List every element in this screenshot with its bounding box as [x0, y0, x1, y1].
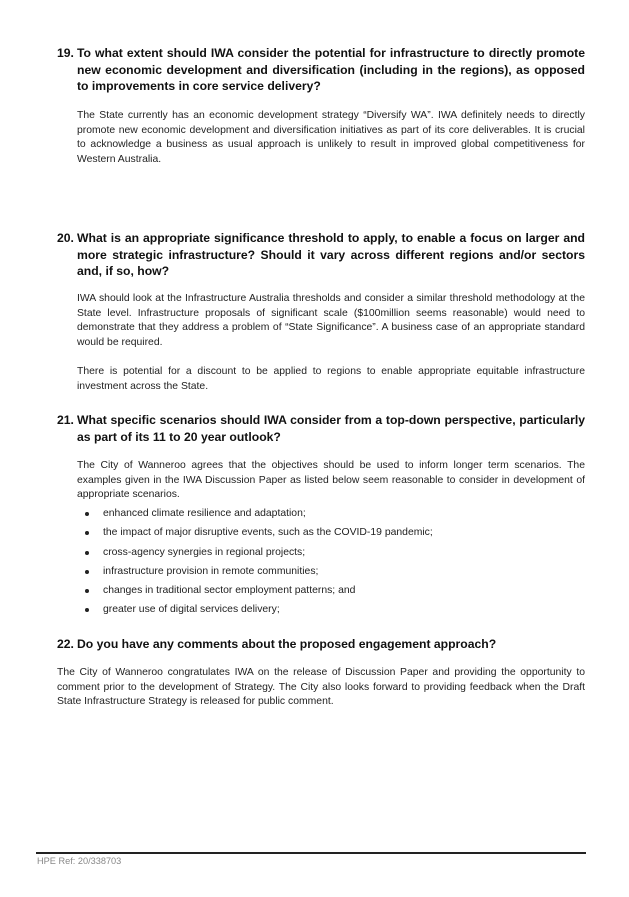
answer-19-paragraph: The State currently has an economic development strategy “Diversify WA”. IWA definitely needs to directly promote new economic development and diversification initiatives as part of its core deliverables. It is crucial to acknowledge a business as usual approach is unlikely to result in improved global competitiveness for Western Australia. — [77, 110, 585, 165]
question-text: To what extent should IWA consider the potential for infrastructure to directly promote new economic development and diversification (including in the regions), as opposed to improvements in core service delivery? — [77, 46, 585, 93]
question-number: 21. — [57, 413, 74, 427]
question-text: Do you have any comments about the proposed engagement approach? — [77, 637, 497, 651]
bullet-icon — [85, 512, 89, 516]
answer-20-paragraph-2: There is potential for a discount to be applied to regions to enable appropriate equitable infrastructure investment across the State. — [77, 366, 585, 392]
question-number: 20. — [57, 231, 74, 245]
list-item: greater use of digital services delivery; — [77, 600, 433, 619]
question-number: 19. — [57, 46, 74, 60]
answer-20-paragraph-1: IWA should look at the Infrastructure Australia thresholds and consider a similar threshold methodology at the State level. Infrastructure proposals of significant scale ($100million seems reasonable) would need to demonstrate that they address a problem of “State Significance”. A business case of an appropriate standard would be required. — [77, 293, 585, 348]
list-item: the impact of major disruptive events, such as the COVID-19 pandemic; — [77, 523, 433, 542]
bullet-icon — [85, 589, 89, 593]
list-item: changes in traditional sector employment patterns; and — [77, 581, 433, 600]
question-21 — [57, 412, 585, 445]
list-item: cross-agency synergies in regional projects; — [77, 543, 433, 562]
footer-reference: HPE Ref: 20/338703 — [37, 856, 122, 866]
question-19 — [57, 45, 585, 95]
list-item: enhanced climate resilience and adaptation; — [77, 504, 433, 523]
scenario-list — [77, 504, 433, 620]
bullet-icon — [85, 570, 89, 574]
question-text: What specific scenarios should IWA consider from a top-down perspective, particularly as part of its 11 to 20 year outlook? — [77, 413, 585, 444]
list-item: infrastructure provision in remote communities; — [77, 562, 433, 581]
question-number: 22. — [57, 637, 74, 651]
bullet-icon — [85, 531, 89, 535]
bullet-icon — [85, 551, 89, 555]
answer-21-paragraph: The City of Wanneroo agrees that the objectives should be used to inform longer term scenarios. The examples given in the IWA Discussion Paper as listed below seem reasonable to consider in development of appropriate scenarios. — [77, 460, 585, 501]
question-text: What is an appropriate significance threshold to apply, to enable a focus on larger and more strategic infrastructure? Should it vary across different regions and/or sectors and, if so, how? — [77, 231, 585, 278]
question-22 — [57, 636, 585, 653]
footer-divider — [36, 852, 586, 854]
answer-22-paragraph: The City of Wanneroo congratulates IWA on the release of Discussion Paper and providing the opportunity to comment prior to the development of Strategy. The City also looks forward to providing feedback when the Draft State Infrastructure Strategy is released for public comment. — [57, 667, 585, 708]
bullet-icon — [85, 608, 89, 612]
question-20 — [57, 230, 585, 280]
